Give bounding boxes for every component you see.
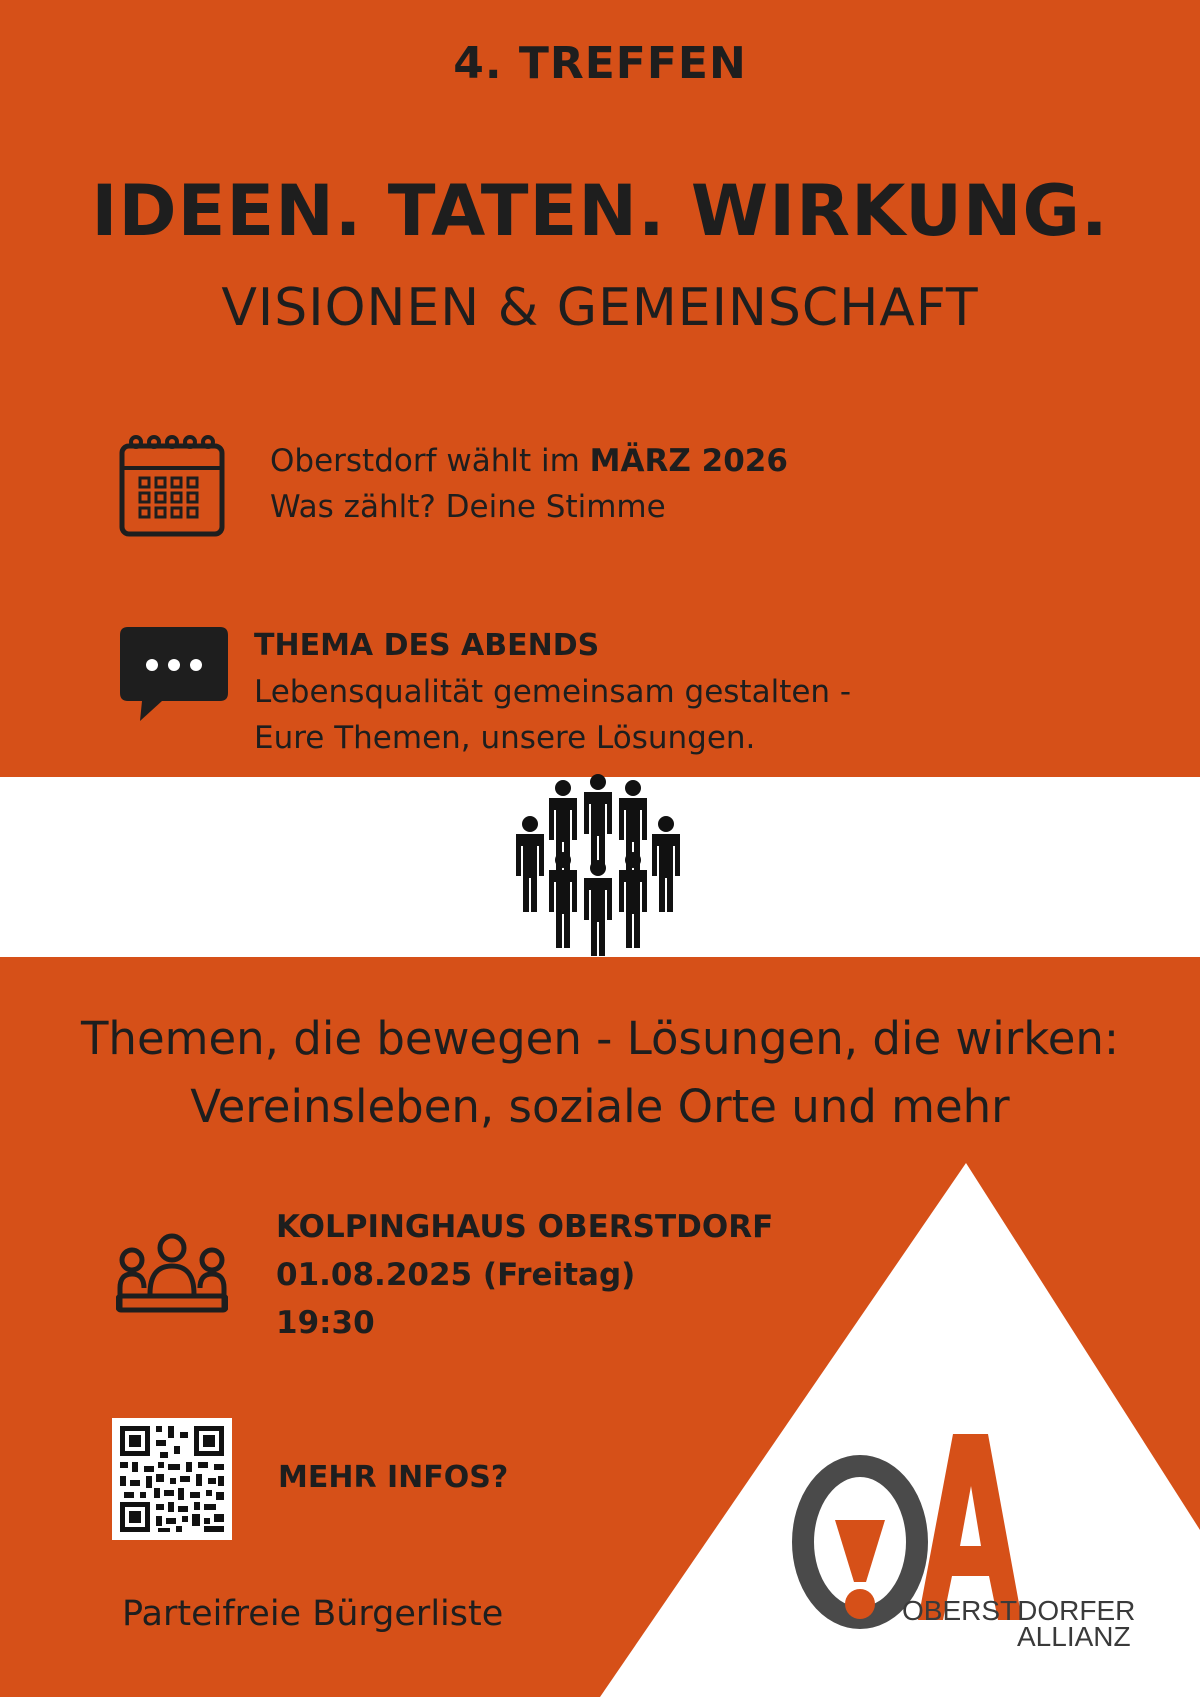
speech-bubble-icon xyxy=(118,625,230,723)
calendar-icon xyxy=(118,432,226,538)
more-info-label: MEHR INFOS? xyxy=(278,1460,509,1495)
election-line-2: Was zählt? Deine Stimme xyxy=(270,489,666,525)
event-date: 01.08.2025 (Freitag) xyxy=(276,1257,636,1293)
logo-line-1: OBERSTDORFER xyxy=(902,1595,1136,1626)
topic-line-1: Lebensqualität gemeinsam gestalten - xyxy=(254,674,852,710)
event-venue: KOLPINGHAUS OBERSTDORF xyxy=(276,1209,774,1245)
topic-info xyxy=(254,623,851,761)
election-prefix: Oberstdorf wählt im xyxy=(270,443,590,479)
slogan-line-2: Vereinsleben, soziale Orte und mehr xyxy=(190,1080,1010,1133)
subheadline: VISIONEN & GEMEINSCHAFT xyxy=(221,278,979,338)
people-group-icon xyxy=(508,774,688,960)
meeting-label: 4. TREFFEN xyxy=(453,38,747,89)
topic-title: THEMA DES ABENDS xyxy=(254,628,600,663)
logo-line-2: ALLIANZ xyxy=(1017,1621,1131,1652)
topic-line-2: Eure Themen, unsere Lösungen. xyxy=(254,720,756,756)
logo-wordmark xyxy=(902,1595,1136,1652)
event-time: 19:30 xyxy=(276,1305,375,1341)
headline: IDEEN. TATEN. WIRKUNG. xyxy=(91,170,1109,252)
slogan-line-1: Themen, die bewegen - Lösungen, die wirken: xyxy=(80,1012,1120,1065)
qr-code-icon[interactable] xyxy=(112,1418,232,1540)
election-date: MÄRZ 2026 xyxy=(589,443,788,479)
slogan xyxy=(0,1005,1200,1141)
party-label: Parteifreie Bürgerliste xyxy=(122,1594,504,1634)
election-info xyxy=(270,438,788,530)
event-info xyxy=(276,1203,773,1347)
meeting-group-icon xyxy=(116,1232,228,1316)
election-line-1 xyxy=(270,438,788,484)
qr-code-graphic xyxy=(112,1418,232,1540)
